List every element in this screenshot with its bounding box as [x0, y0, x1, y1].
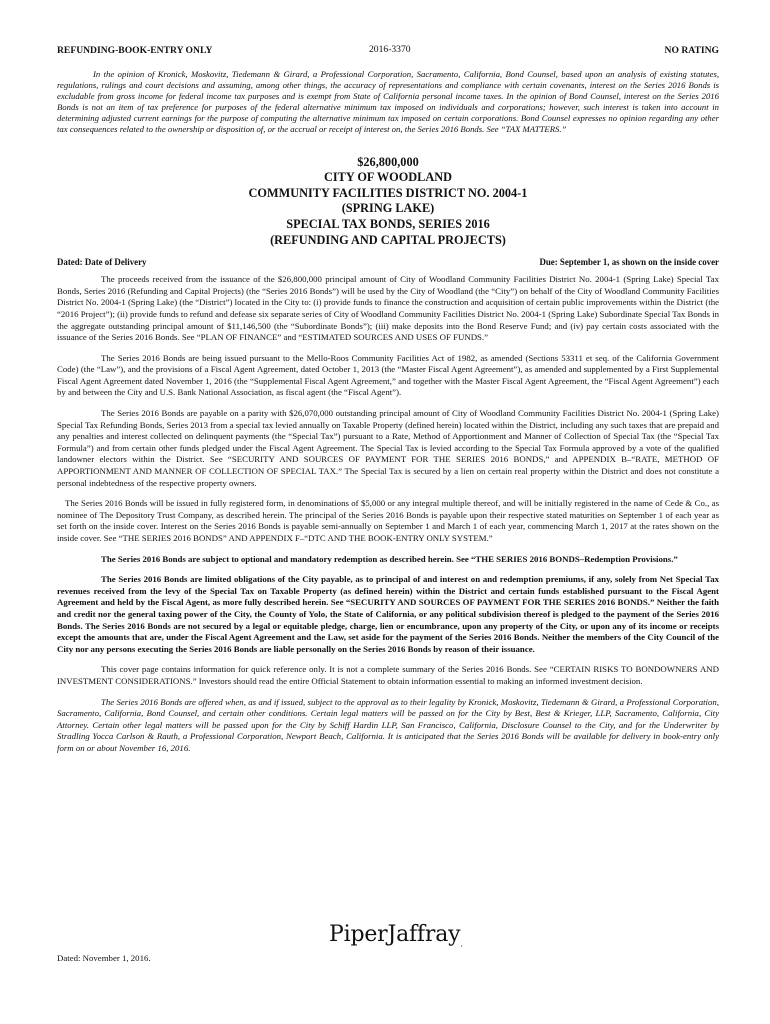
header-right: NO RATING	[664, 45, 719, 56]
title-amount: $26,800,000	[357, 154, 419, 169]
paragraph-redemption: The Series 2016 Bonds are subject to optional and mandatory redemption as described herein. See “THE SERIES 2016 BONDS–Redemption Provisions.”	[101, 553, 678, 564]
paragraph-authority: The Series 2016 Bonds are being issued pursuant to the Mello-Roos Community Facilities Act of 1982, as amended (Sections 53311 et seq. of the California Government Code) (the “Law”), and the provisions of a Fiscal Agent Agreement, dated October 1, 2013 (the “Master Fiscal Agent Agreement”), as amended and supplemented by a First Supplemental Fiscal Agent Agreement dated November 1, 2016 (the “Supplemental Fiscal Agent Agreement,” and together with the Master Fiscal Agent Agreement, the “Fiscal Agent Agreement”) each by and between the City and U.S. Bank National Association, as fiscal agent (the “Fiscal Agent”).	[57, 352, 719, 398]
logo-text: PiperJaffray	[329, 922, 461, 947]
title-line-4: SPECIAL TAX BONDS, SERIES 2016	[286, 216, 490, 231]
tax-opinion: In the opinion of Kronick, Moskovitz, Tiedemann & Girard, a Professional Corporation, Sacramento, California, Bond Counsel, based upon an analysis of existing statutes, regulations, rulings and court decisions and assuming, among other things, the accuracy of representations and compliance with certain covenants, interest on the Series 2016 Bonds is excludable from gross income for federal income tax purposes and is exempt from State of California personal income taxes. In the opinion of Bond Counsel, interest on the Series 2016 Bonds is not an item of tax preference for purposes of the federal alternative minimum tax imposed on individuals and corporations; however, such interest is taken into account in determining adjusted current earnings for the purpose of computing the alternative minimum tax imposed on certain corporations. Bond Counsel expresses no opinion regarding any other tax consequences related to the ownership or disposition of, or the accrual or receipt of interest on, the Series 2016 Bonds. See “TAX MATTERS.”	[57, 69, 719, 135]
title-block	[57, 155, 719, 249]
logo-mark: .	[460, 939, 463, 949]
paragraph-cover-notice: This cover page contains information for quick reference only. It is not a complete summary of the Series 2016 Bonds. See “CERTAIN RISKS TO BONDOWNERS AND INVESTMENT CONSIDERATIONS.” Investors should read the entire Official Statement to obtain information essential to making an informed investment decision.	[57, 664, 719, 686]
document-page	[57, 44, 719, 963]
title-line-1: CITY OF WOODLAND	[324, 170, 452, 185]
paragraph-proceeds: The proceeds received from the issuance of the $26,800,000 principal amount of City of Woodland Community Facilities District No. 2004-1 (Spring Lake) Special Tax Bonds, Series 2016 (Refunding and Capital Projects) (the “Series 2016 Bonds”) will be used by the City of Woodland (the “City”) on behalf of the City of Woodland Community Facilities District No. 2004-1 (Spring Lake) (the “District”) located in the City to: (i) provide funds to finance the construction and acquisition of certain public improvements within the District (the “2016 Project”); (ii) provide funds to refund and defease six separate series of City of Woodland Community Facilities District No. 2004-1 (Spring Lake) Subordinate Special Tax Bonds in the aggregate outstanding principal amount of $11,146,500 (the “Subordinate Bonds”); (iii) make deposits into the Bond Reserve Fund; and (iv) pay certain costs associated with the issuance of the Series 2016 Bonds. See “PLAN OF FINANCE” and “ESTIMATED SOURCES AND USES OF FUNDS.”	[57, 274, 719, 343]
underwriter-logo	[329, 922, 463, 948]
dated-footer: Dated: November 1, 2016.	[57, 953, 151, 963]
dated-due-row	[57, 257, 719, 271]
header-row	[57, 45, 719, 59]
paragraph-security: The Series 2016 Bonds are payable on a parity with $26,070,000 outstanding principal amount of City of Woodland Community Facilities District No. 2004-1 (Spring Lake) Special Tax Refunding Bonds, Series 2013 from a special tax levied annually on Taxable Property (defined herein) located within the District, including any such taxes that are prepaid and any penalties and interest collected on delinquent payments (the “Special Tax”) pursuant to a Rate, Method of Apportionment and Manner of Collection of Special Tax (the “Special Tax Formula”) and from certain other funds pledged under the Fiscal Agent Agreement. The Special Tax is levied according to the Special Tax Formula approved by a vote of the qualified landowner electors within the District. See “SECURITY AND SOURCES OF PAYMENT FOR THE SERIES 2016 BONDS,” and APPENDIX B–“RATE, METHOD OF APPORTIONMENT AND MANNER OF COLLECTION OF SPECIAL TAX.” The Special Tax is secured by a lien on certain real property within the District and does not constitute a personal indebtedness of the respective property owners.	[57, 408, 719, 488]
title-line-5: (REFUNDING AND CAPITAL PROJECTS)	[270, 232, 506, 247]
header-center: 2016-3370	[369, 44, 411, 55]
paragraph-limited-obligations: The Series 2016 Bonds are limited obligations of the City payable, as to principal of and interest on and redemption premiums, if any, solely from Net Special Tax revenues received from the levy of the Special Tax on Taxable Property (as defined herein) within the District and certain funds established pursuant to the Fiscal Agent Agreement and held by the Fiscal Agent, as more fully described herein. See “SECURITY AND SOURCES OF PAYMENT FOR THE SERIES 2016 BONDS.” Neither the faith and credit nor the general taxing power of the City, the County of Yolo, the State of California, or any political subdivision thereof is pledged to the payment of the Series 2016 Bonds. The Series 2016 Bonds are not secured by a legal or equitable pledge, charge, lien or encumbrance, upon any property of the City, or upon any of its income or receipts except the amounts that are, under the Fiscal Agent Agreement and the Law, set aside for the payment of the Series 2016 Bonds. Neither the members of the City Council of the City nor any persons executing the Series 2016 Bonds are liable personally on the Series 2016 Bonds by reason of their issuance.	[57, 574, 719, 654]
title-line-3: (SPRING LAKE)	[341, 201, 435, 216]
paragraph-registration: The Series 2016 Bonds will be issued in fully registered form, in denominations of $5,000 or any integral multiple thereof, and will be initially registered in the name of Cede & Co., as nominee of The Depository Trust Company, as described herein. The principal of the Series 2016 Bonds is payable upon their respective stated maturities on September 1 of each year as set forth on the inside cover. Interest on the Series 2016 Bonds is payable semi-annually on September 1 and March 1 of each year, commencing March 1, 2017 at the rates shown on the inside cover. See “THE SERIES 2016 BONDS” AND APPENDIX F–“DTC AND THE BOOK-ENTRY ONLY SYSTEM.”	[57, 498, 719, 543]
title-line-2: COMMUNITY FACILITIES DISTRICT NO. 2004-1	[248, 185, 528, 200]
paragraph-offering: The Series 2016 Bonds are offered when, as and if issued, subject to the approval as to their legality by Kronick, Moskovitz, Tiedemann & Girard, a Professional Corporation, Sacramento, California, Bond Counsel, and certain other conditions. Certain legal matters will be passed on for the City by Best, Best & Krieger, LLP, Sacramento, California, City Attorney. Certain other legal matters will be passed upon for the City by Schiff Hardin LLP, San Francisco, California, Disclosure Counsel to the City, and for the Underwriter by Stradling Yocca Carlson & Rauth, a Professional Corporation, Newport Beach, California. It is anticipated that the Series 2016 Bonds will be available for delivery in book-entry only form on or about November 16, 2016.	[57, 696, 719, 753]
due-label: Due: September 1, as shown on the inside cover	[539, 257, 719, 268]
header-left: REFUNDING-BOOK-ENTRY ONLY	[57, 45, 213, 56]
dated-label: Dated: Date of Delivery	[57, 257, 147, 268]
